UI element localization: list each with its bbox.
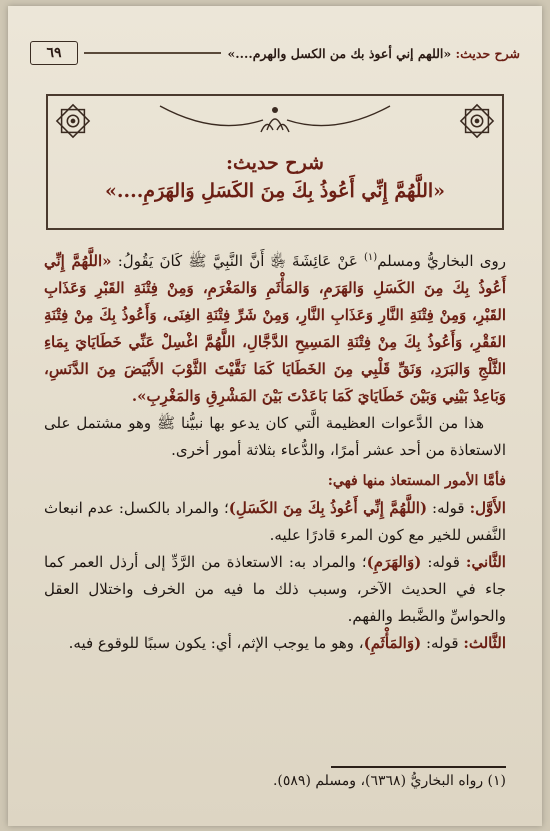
intro-rest: عَنْ عَائِشَةَ ﵂ أَنَّ النَّبِيَّ ﷺ كَانَ يَقُولُ:: [117, 252, 358, 270]
book-page: [8, 6, 542, 826]
hadith-text: «اللَّهُمَّ إِنِّي أَعُوذُ بِكَ مِنَ الكَسَلِ وَالهَرَمِ، وَالمَأْثَمِ وَالمَغْرَمِ، وَمِنْ فِتْنَةِ القَبْرِ وَعَذَابِ القَبْرِ، وَمِنْ فِتْنَةِ النَّارِ وَعَذَابِ النَّارِ، وَمِنْ شَرِّ فِتْنَةِ الغِنَى، وَأَعُوذُ بِكَ مِنْ فِتْنَةِ الفَقْرِ، وَأَعُوذُ بِكَ مِنْ فِتْنَةِ المَسِيحِ الدَّجَّالِ، اللَّهُمَّ اغْسِلْ عَنِّي خَطَايَايَ بِمَاءِ الثَّلْجِ وَالبَرَدِ، وَنَقِّ قَلْبِي مِنَ الخَطَايَا كَمَا نَقَّيْتَ الثَّوْبَ الأَبْيَضَ مِنَ الدَّنَسِ، وَبَاعِدْ بَيْنِي وَبَيْنَ خَطَايَايَ كَمَا بَاعَدْتَ بَيْنَ المَشْرِقِ وَالمَغْرِبِ».: [44, 252, 506, 405]
running-head-rule: [84, 52, 221, 54]
heading-subtitle: «اللَّهُمَّ إِنِّي أَعُوذُ بِكَ مِنَ الكَسَلِ وَالهَرَمِ....»: [104, 180, 446, 202]
point-quote: (وَالهَرَمِ): [366, 553, 422, 571]
running-head-label: شرح حديث:: [455, 45, 520, 61]
running-head-title: [227, 46, 520, 61]
point-text: ؛ والمراد به: الاستعاذة من الرَّدِّ إلى أرذل العمر كما جاء في الحديث الآخر، وسبب ذلك ما فيه من الخرف واختلال العقل والحواسِّ والضَّبط والفهم.: [44, 553, 506, 625]
star-ornament-icon: [54, 102, 92, 140]
running-head-text: «اللهم إني أعوذ بك من الكسل والهرم....»: [227, 45, 452, 61]
page-number: ٦٩: [30, 41, 78, 65]
point-text: قوله:: [427, 553, 460, 571]
point-quote: (وَالمَأْثَمِ): [363, 634, 422, 652]
intro-paragraph: [44, 244, 506, 410]
section-heading: فأمَّا الأمور المستعاذ منها فهي:: [327, 473, 506, 489]
intro-text: روى البخاريُّ ومسلم: [377, 252, 506, 270]
footnote-separator: [331, 766, 506, 768]
point-text: ، وهو ما يوجب الإثم، أي: يكون سببًا للوقوع فيه.: [68, 634, 364, 652]
running-head: [30, 40, 520, 66]
body-text: [44, 244, 506, 657]
point-text: ؛ والمراد بالكسل: عدم انبعاث النَّفس للخير مع كون المرء قادرًا عليه.: [44, 499, 506, 544]
footnote-ref: (١): [364, 252, 378, 263]
heading-title: شرح حديث:: [226, 152, 324, 174]
point-label: الثَّاني:: [465, 553, 506, 571]
footnote: (١) رواه البخاريُّ (٦٣٦٨)، ومسلم (٥٨٩).: [272, 773, 506, 789]
point-text: قوله:: [432, 499, 465, 517]
point-first: [44, 495, 506, 549]
point-text: قوله:: [425, 634, 459, 652]
point-quote: (اللَّهُمَّ إِنِّي أَعُوذُ بِكَ مِنَ الكَسَلِ): [228, 499, 428, 517]
point-second: [44, 549, 506, 630]
star-ornament-icon: [458, 102, 496, 140]
point-third: [44, 630, 506, 657]
title-frame: [46, 94, 504, 230]
point-label: الثَّالث:: [463, 634, 506, 652]
flourish-ornament-icon: [155, 102, 395, 136]
paragraph-2: هذا من الدَّعوات العظيمة الَّتي كان يدعو بها نبيُّنا ﷺ وهو مشتمل على الاستعاذة من أحد عشر أمرًا، والدُّعاء بثلاثة أمور أخرى.: [44, 414, 506, 459]
point-label: الأَوَّل:: [469, 499, 506, 517]
